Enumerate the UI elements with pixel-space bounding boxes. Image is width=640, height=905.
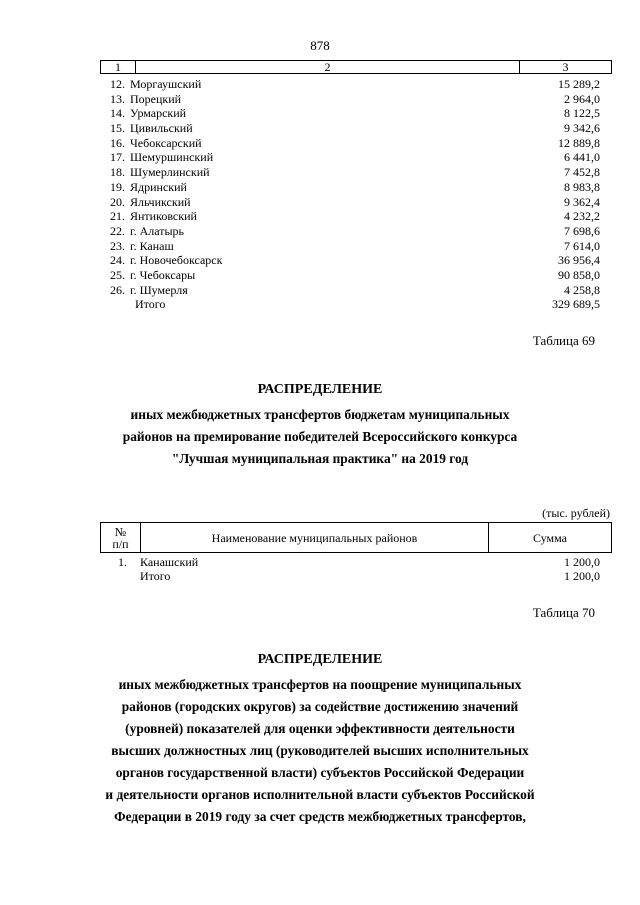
district-name: Канашский [140, 555, 199, 569]
subtitle-line: (уровней) показателей для оценки эффективности деятельности [125, 721, 515, 736]
row-number: 19. [110, 179, 125, 194]
table-row [100, 121, 612, 136]
table-row [100, 239, 612, 254]
amount: 36 956,4 [558, 253, 600, 268]
amount: 7 452,8 [564, 165, 600, 180]
table-69-rows [100, 555, 612, 583]
row-number: 23. [110, 238, 125, 253]
district-name: г. Шумерля [130, 282, 188, 297]
table-70-label: Таблица 70 [532, 605, 595, 620]
amount: 8 122,5 [564, 106, 600, 121]
district-name: Моргаушский [130, 77, 202, 91]
table-row [100, 268, 612, 283]
page-number: 878 [310, 38, 330, 53]
table-row [100, 209, 612, 224]
amount: 9 362,4 [564, 194, 600, 209]
district-name: Чебоксарский [130, 135, 202, 150]
column-header-sum: Сумма [533, 530, 567, 545]
district-list [100, 77, 612, 312]
district-name: Яльчикский [130, 194, 191, 209]
subtitle-line: и деятельности органов исполнительной власти субъектов Российской [105, 787, 535, 802]
amount: 2 964,0 [564, 91, 600, 106]
district-name: Урмарский [130, 106, 187, 121]
district-name: Цивильский [130, 121, 193, 136]
district-name: г. Чебоксары [130, 267, 196, 282]
amount: 90 858,0 [558, 267, 600, 282]
district-name: Янтиковский [130, 209, 197, 224]
total-label: Итого [135, 297, 166, 312]
table-69-subtitle [70, 404, 570, 470]
table-70-title: РАСПРЕДЕЛЕНИЕ [257, 652, 383, 667]
row-number: 12. [110, 77, 125, 91]
subtitle-line: "Лучшая муниципальная практика" на 2019 год [171, 451, 469, 466]
column-header-name: Наименование муниципальных районов [141, 523, 489, 552]
table-row [100, 92, 612, 107]
number-abbrev: п/п [112, 536, 129, 551]
row-number: 25. [110, 267, 125, 282]
district-name: Шемуршинский [130, 150, 214, 165]
district-name: Порецкий [130, 91, 182, 106]
unit-label: (тыс. рублей) [542, 506, 610, 520]
amount: 4 232,2 [564, 209, 600, 224]
row-number: 14. [110, 106, 125, 121]
row-number: 15. [110, 121, 125, 136]
amount: 15 289,2 [558, 77, 600, 91]
table-header-row [100, 60, 612, 74]
table-69-label: Таблица 69 [532, 333, 595, 348]
amount: 9 342,6 [564, 121, 600, 136]
table-70-subtitle [50, 674, 590, 828]
row-number: 13. [110, 91, 125, 106]
column-header-2: 2 [136, 61, 520, 73]
row-number: 22. [110, 223, 125, 238]
number-sign: № [114, 524, 127, 539]
district-name: г. Алатырь [130, 223, 185, 238]
row-number: 26. [110, 282, 125, 297]
district-name: Ядринский [130, 179, 187, 194]
table-row [100, 165, 612, 180]
row-number: 20. [110, 194, 125, 209]
table-row [100, 77, 612, 92]
subtitle-line: иных межбюджетных трансфертов на поощрение муниципальных [118, 677, 522, 692]
column-header-1: 1 [101, 61, 136, 73]
subtitle-line: высших должностных лиц (руководителей высших исполнительных [111, 743, 529, 758]
table-row [100, 106, 612, 121]
district-name: Шумерлинский [130, 165, 210, 180]
total-row [100, 569, 612, 583]
amount: 4 258,8 [564, 282, 600, 297]
table-row [100, 136, 612, 151]
subtitle-line: Федерации в 2019 году за счет средств межбюджетных трансфертов, [114, 809, 526, 824]
row-number: 16. [110, 135, 125, 150]
table-row [100, 253, 612, 268]
table-row [100, 150, 612, 165]
table-69-header [100, 522, 612, 553]
table-row [100, 224, 612, 239]
row-number: 21. [110, 209, 125, 224]
district-name: г. Канаш [130, 238, 174, 253]
row-number: 24. [110, 253, 125, 268]
total-value: 1 200,0 [564, 569, 600, 583]
total-value: 329 689,5 [552, 297, 600, 312]
table-row [100, 283, 612, 298]
total-label: Итого [140, 569, 171, 583]
column-header-number [101, 523, 141, 552]
table-row [100, 555, 612, 569]
row-number: 1. [118, 555, 127, 569]
subtitle-line: районов на премирование победителей Всероссийского конкурса [122, 429, 518, 444]
row-number: 18. [110, 165, 125, 180]
amount: 8 983,8 [564, 179, 600, 194]
table-row [100, 195, 612, 210]
subtitle-line: органов государственной власти) субъектов Российской Федерации [115, 765, 525, 780]
subtitle-line: районов (городских округов) за содействие достижению значений [121, 699, 519, 714]
table-69-title: РАСПРЕДЕЛЕНИЕ [257, 382, 383, 397]
amount: 7 698,6 [564, 223, 600, 238]
amount: 6 441,0 [564, 150, 600, 165]
table-row [100, 180, 612, 195]
total-row [100, 297, 612, 312]
column-header-3: 3 [562, 60, 569, 74]
district-name: г. Новочебоксарск [130, 253, 223, 268]
row-number: 17. [110, 150, 125, 165]
amount: 12 889,8 [558, 135, 600, 150]
amount: 1 200,0 [564, 555, 600, 569]
subtitle-line: иных межбюджетных трансфертов бюджетам муниципальных [130, 407, 510, 422]
amount: 7 614,0 [564, 238, 600, 253]
